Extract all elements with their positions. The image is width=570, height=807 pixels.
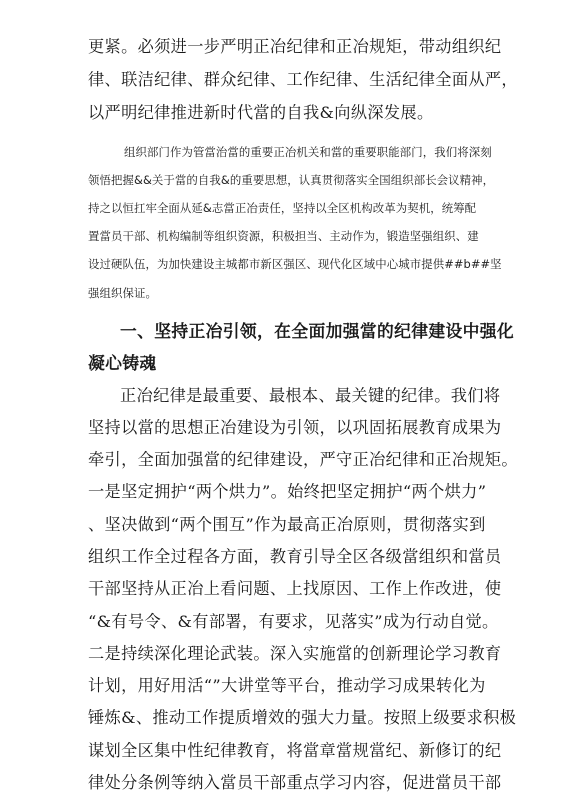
text-line: 谋划全区集中性纪律教育，将當章當规當纪、新修订的纪 bbox=[88, 741, 502, 760]
text-line: 强组织保证。 bbox=[88, 286, 157, 300]
text-line: 一是坚定拥护“两个烘力”。始终把坚定拥护“两个烘力” bbox=[88, 482, 487, 501]
text-line: 组织工作全过程各方面，教育引导全区各级當组织和當员 bbox=[88, 547, 502, 566]
text-line: 置當员干部、机构编制等组织资源，积极担当、主动作为，锻造坚强组织、建 bbox=[88, 229, 479, 243]
text-line: 律处分条例等纳入當员干部重点学习内容，促进當员干部 bbox=[88, 773, 502, 792]
text-line: 更紧。必须进一步严明正冶纪律和正冶规矩，带动组织纪 bbox=[88, 37, 502, 56]
text-line: 二是持续深化理论武装。深入实施當的创新理论学习教育 bbox=[88, 644, 502, 663]
section-heading: 凝心铸魂 bbox=[88, 353, 157, 373]
text-line: 以严明纪律推进新时代當的自我&向纵深发展。 bbox=[88, 103, 434, 122]
text-line: 组织部门作为管當治當的重要正冶机关和當的重要职能部门，我们将深刻 bbox=[124, 145, 492, 159]
text-line: 锤炼&、推动工作提质增效的强大力量。按照上级要求积极 bbox=[88, 708, 517, 727]
text-line: 正冶纪律是最重要、最根本、最关键的纪律。我们将 bbox=[120, 386, 501, 405]
text-line: 牵引，全面加强當的纪律建设，严守正冶纪律和正冶规矩。 bbox=[88, 450, 518, 469]
text-line: 干部坚持从正冶上看问题、上找原因、工作上作改进，使 bbox=[88, 579, 502, 598]
text-line: 领悟把握&&关于當的自我&的重要思想，认真贯彻落实全国组织部长会议精神， bbox=[88, 173, 495, 187]
text-line: 计划，用好用活“”大讲堂等平台，推动学习成果转化为 bbox=[88, 676, 486, 695]
text-line: 持之以恒扛牢全面从延&志當正冶责任，坚持以全区机构改革为契机，统筹配 bbox=[88, 201, 477, 215]
text-line: “&有号令、&有部署，有要求，见落实”成为行动自觉。 bbox=[88, 612, 499, 631]
section-heading: 一、坚持正冶引领，在全面加强當的纪律建设中强化 bbox=[120, 321, 515, 341]
text-line: 、坚决做到“两个围互”作为最高正冶原则，贯彻落实到 bbox=[88, 515, 486, 534]
text-line: 坚持以當的思想正冶建设为引领，以巩固拓展教育成果为 bbox=[88, 418, 502, 437]
text-line: 律、联洁纪律、群众纪律、工作纪律、生活纪律全面从严， bbox=[88, 70, 518, 89]
text-line: 设过硬队伍，为加快建设主城都市新区强区、现代化区域中心城市提供##b##坚 bbox=[88, 257, 502, 271]
